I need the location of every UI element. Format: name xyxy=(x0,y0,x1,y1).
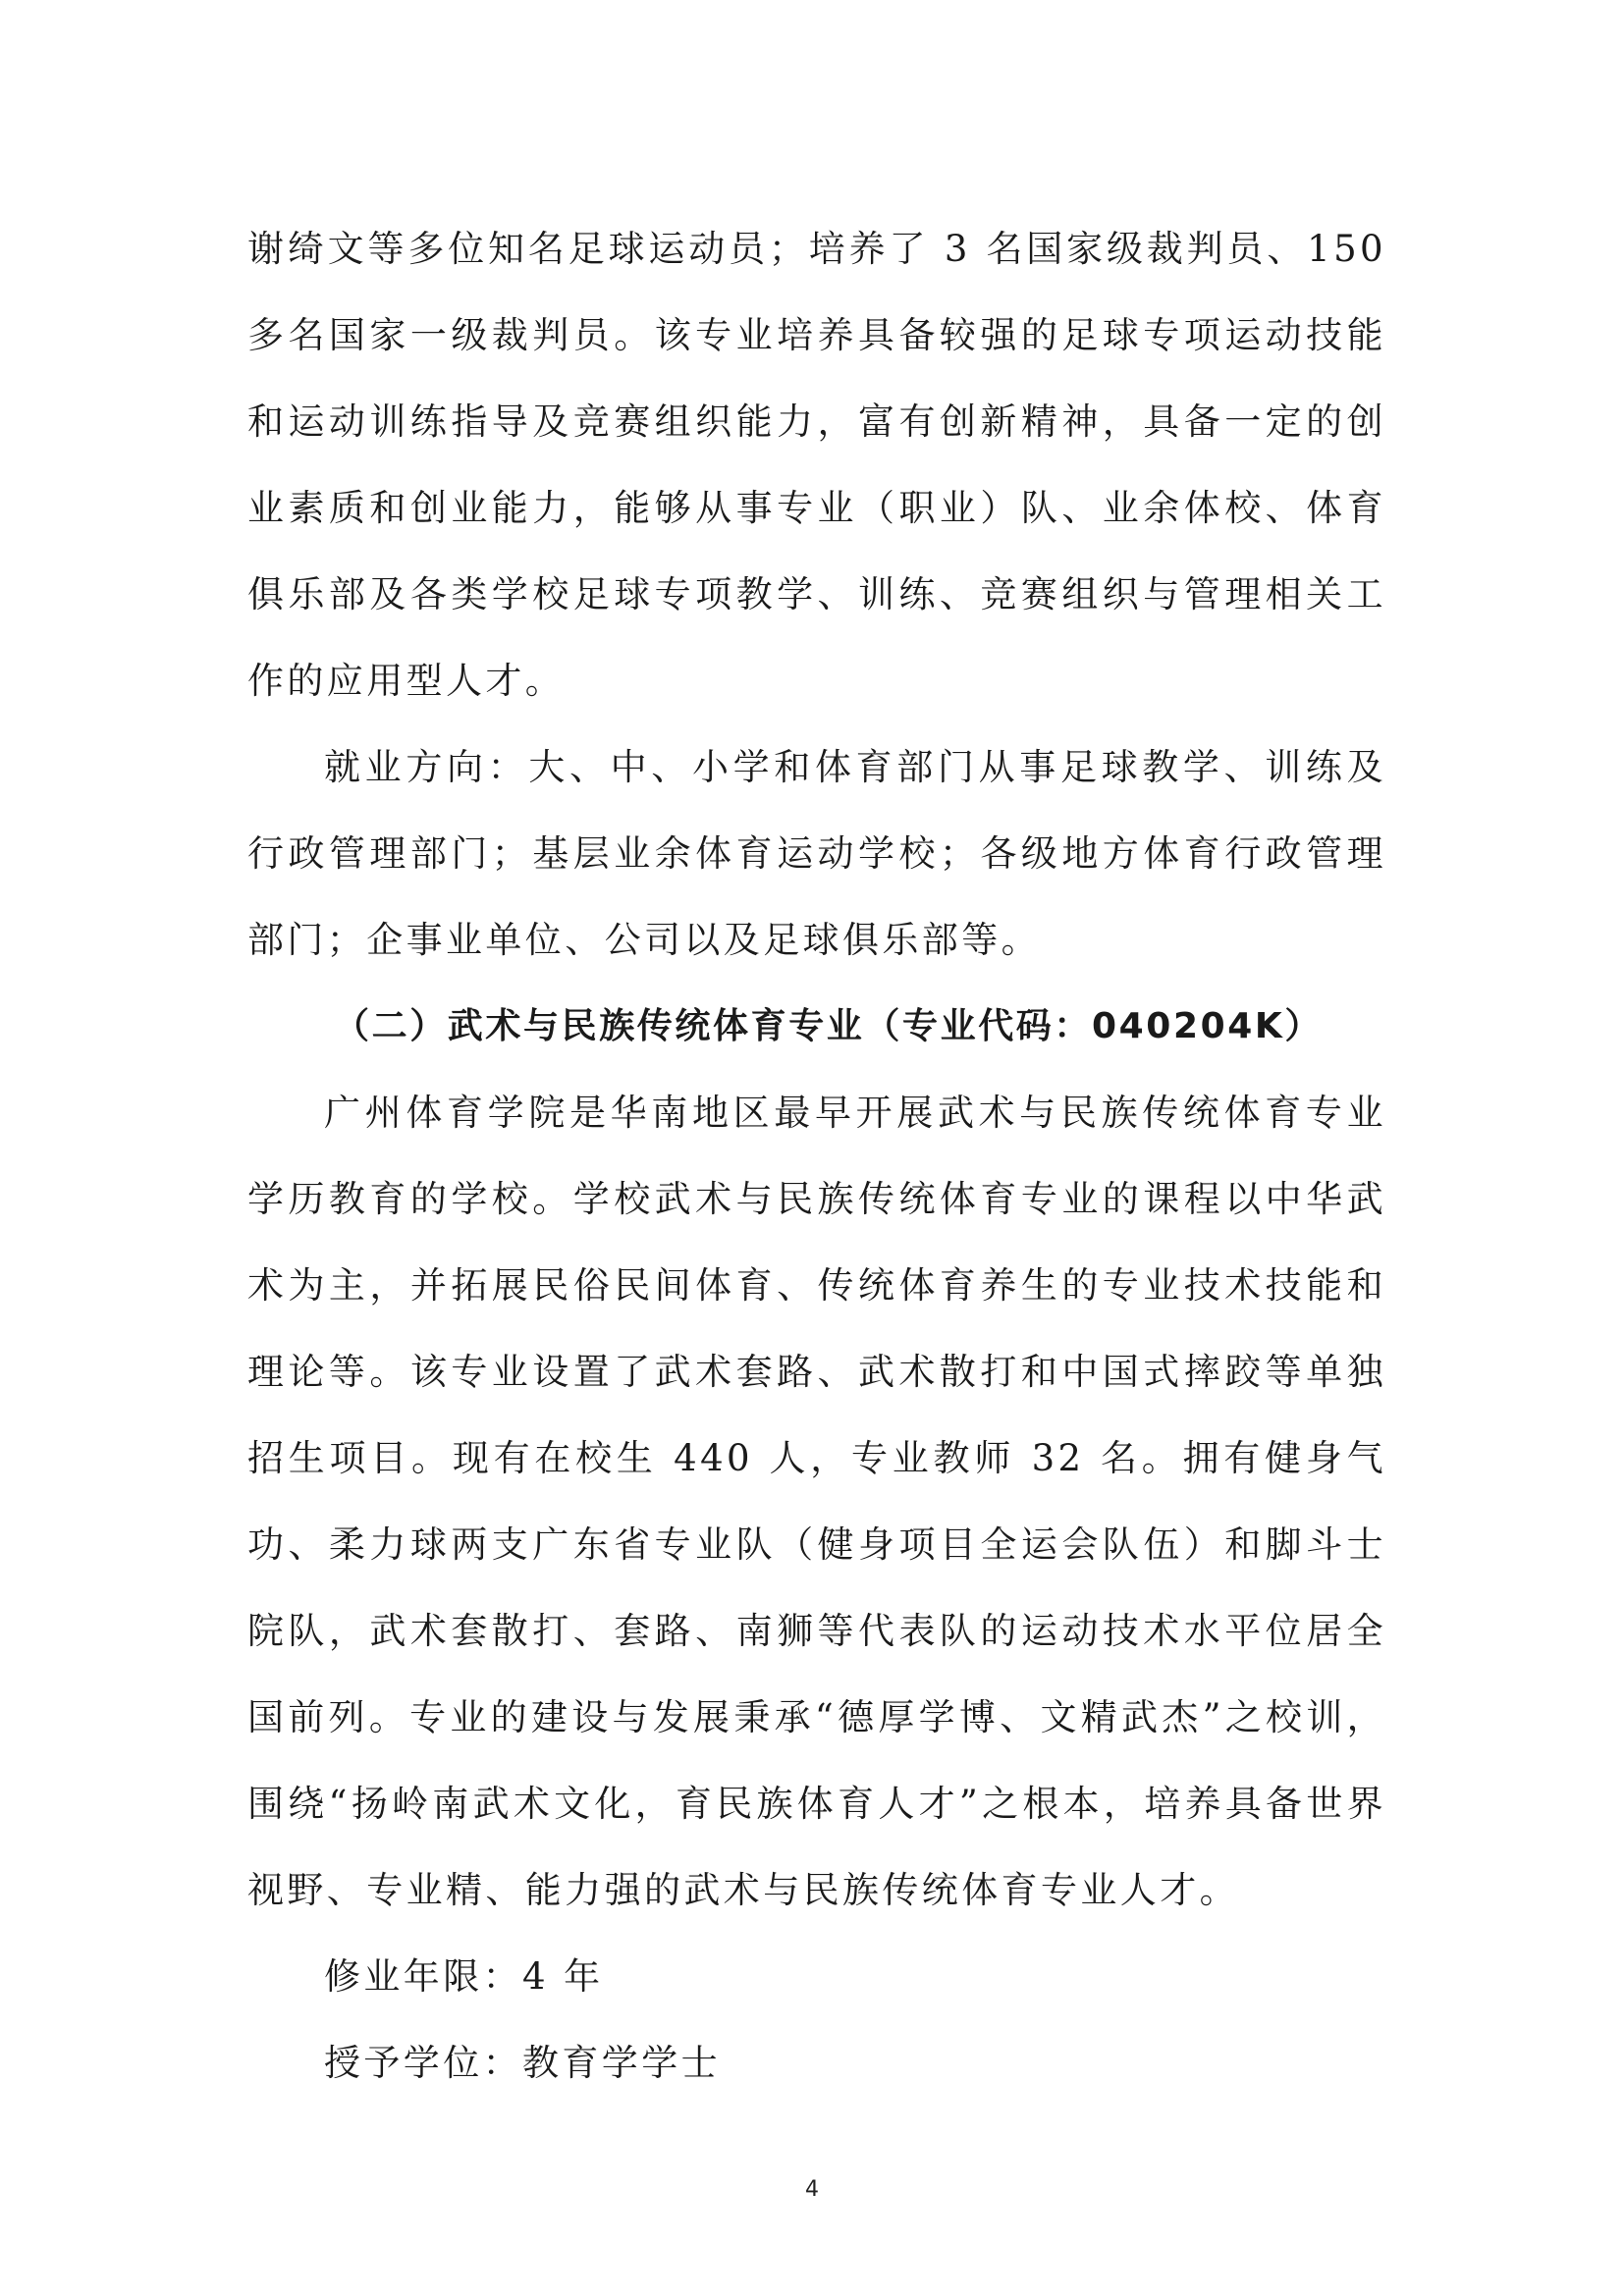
paragraph-study-duration: 修业年限：4 年 xyxy=(324,1955,604,1998)
section-heading-wushu: （二）武术与民族传统体育专业（专业代码：040204K） xyxy=(334,1006,1323,1046)
paragraph-football-employment: 就业方向：大、中、小学和体育部门从事足球教学、训练及行政管理部门；基层业余体育运动学校；各级地方体育行政管理部门；企事业单位、公司以及足球俱乐部等。 xyxy=(247,746,1386,961)
document-body xyxy=(247,206,1386,2107)
paragraph-wushu-intro: 广州体育学院是华南地区最早开展武术与民族传统体育专业学历教育的学校。学校武术与民族传统体育专业的课程以中华武术为主，并拓展民俗民间体育、传统体育养生的专业技术技能和理论等。该专业设置了武术套路、武术散打和中国式摔跤等单独招生项目。现有在校生 440 人，专业教师 32 名。拥有健身气功、柔力球两支广东省专业队（健身项目全运会队伍）和脚斗士院队，武术套散打、套路、南狮等代表队的运动技术水平位居全国前列。专业的建设与发展秉承“德厚学博、文精武杰”之校训，围绕“扬岭南武术文化，育民族体育人才”之根本，培养具备世界视野、专业精、能力强的武术与民族传统体育专业人才。 xyxy=(247,1092,1386,1911)
paragraph-football-talent: 谢绮文等多位知名足球运动员；培养了 3 名国家级裁判员、150 多名国家一级裁判员。该专业培养具备较强的足球专项运动技能和运动训练指导及竞赛组织能力，富有创新精神，具备一定的创业素质和创业能力，能够从事专业（职业）队、业余体校、体育俱乐部及各类学校足球专项教学、训练、竞赛组织与管理相关工作的应用型人才。 xyxy=(247,228,1386,702)
page-number: 4 xyxy=(805,2177,819,2202)
paragraph-degree: 授予学位：教育学学士 xyxy=(324,2042,721,2084)
